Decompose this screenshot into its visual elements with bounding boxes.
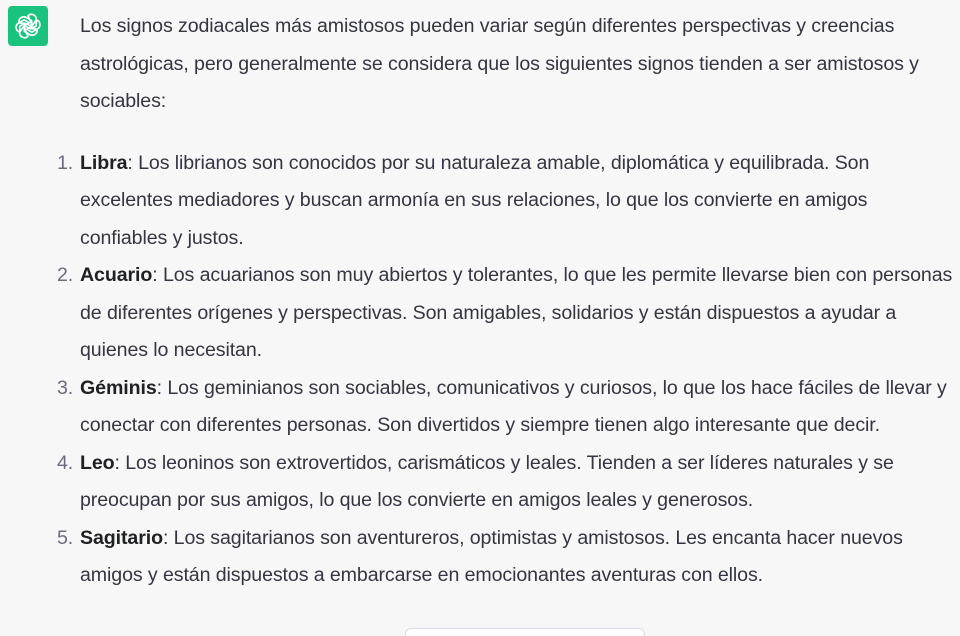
sign-description: : Los geminianos son sociables, comunicativos y curiosos, lo que los hace fáciles de llevar y conectar con diferentes personas. Son divertidos y siempre tienen algo interesante que decir. xyxy=(80,376,947,436)
assistant-avatar xyxy=(8,6,48,46)
list-number: 5. xyxy=(57,526,74,549)
list-number: 4. xyxy=(57,451,74,474)
sign-name: Sagitario xyxy=(80,526,163,549)
list-item xyxy=(57,370,955,445)
sign-name: Libra xyxy=(80,151,128,174)
list-item xyxy=(57,445,955,520)
sign-name: Géminis xyxy=(80,376,157,399)
sign-name: Acuario xyxy=(80,264,153,286)
sign-name: Leo xyxy=(80,451,115,474)
zodiac-list xyxy=(57,145,955,595)
list-number: 1. xyxy=(57,151,74,174)
sign-description: : Los leoninos son extrovertidos, carismáticos y leales. Tienden a ser líderes naturales y se preocupan por sus amigos, lo que los convierte en amigos leales y generosos. xyxy=(80,451,894,511)
message-content xyxy=(57,8,955,595)
sign-description: : Los librianos son conocidos por su naturaleza amable, diplomática y equilibrada. Son excelentes mediadores y buscan armonía en sus relaciones, lo que los convierte en amigos confiables y justos. xyxy=(80,151,870,249)
intro-paragraph: Los signos zodiacales más amistosos pueden variar según diferentes perspectivas y creencias astrológicas, pero generalmente se considera que los siguientes signos tienden a ser amistosos y sociables: xyxy=(80,15,919,112)
sign-description: : Los acuarianos son muy abiertos y tolerantes, lo que les permite llevarse bien con personas de diferentes orígenes y perspectivas. Son amigables, solidarios y están dispuestos a ayudar a quienes lo necesitan. xyxy=(80,264,953,361)
sign-description: : Los sagitarianos son aventureros, optimistas y amistosos. Les encanta hacer nuevos amigos y están dispuestos a embarcarse en emocionantes aventuras con ellos. xyxy=(80,526,903,586)
list-number: 3. xyxy=(57,376,74,399)
list-item xyxy=(57,145,955,258)
list-item xyxy=(57,520,955,595)
openai-logo-icon xyxy=(14,12,42,40)
list-item xyxy=(57,257,955,370)
regenerate-button-edge[interactable] xyxy=(405,628,645,636)
list-number: 2. xyxy=(57,264,74,286)
